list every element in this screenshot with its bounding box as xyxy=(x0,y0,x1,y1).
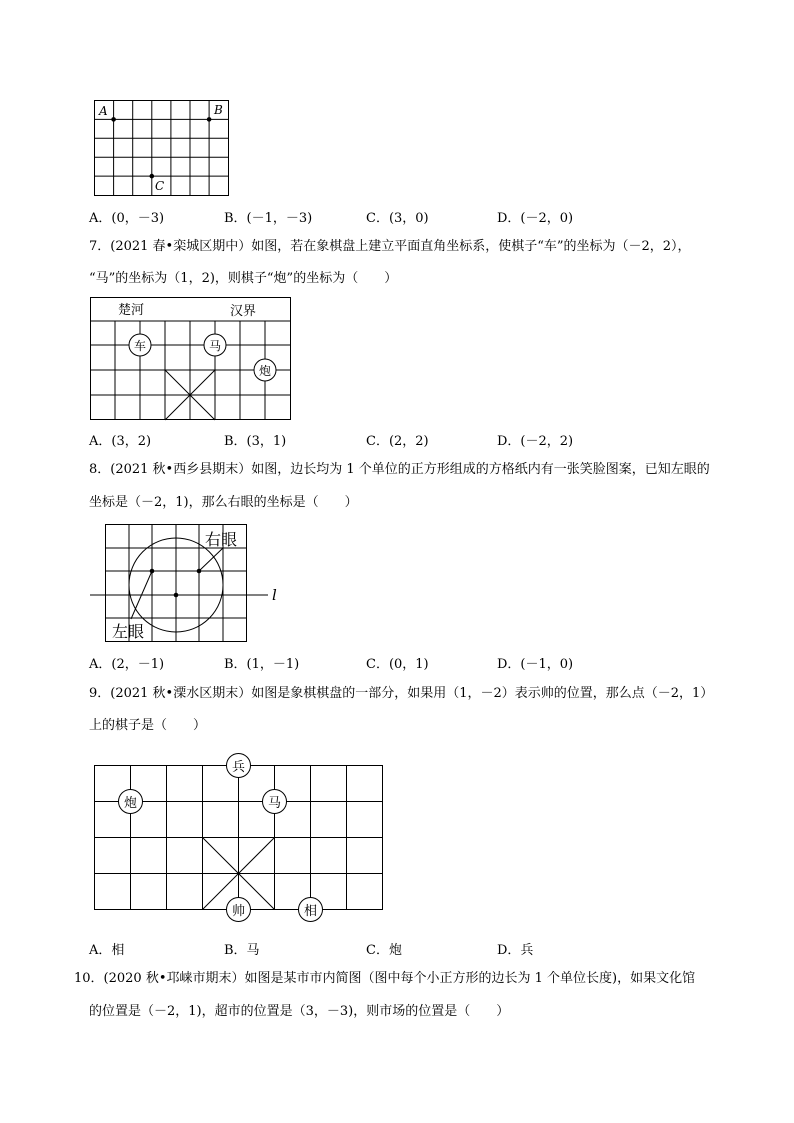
svg-text:炮: 炮 xyxy=(258,364,272,378)
q6-option-a[interactable]: A．(0，－3) xyxy=(89,211,165,226)
q9-stem-line2: 上的棋子是（ ） xyxy=(89,718,207,733)
right-eye-point xyxy=(197,569,202,574)
piece-ma xyxy=(204,334,226,356)
q9-option-a[interactable]: A．相 xyxy=(89,943,125,958)
q8-smiley-figure xyxy=(90,522,290,644)
q8-stem-line2: 坐标是（－2，1)，那么右眼的坐标是（ ） xyxy=(89,495,358,510)
q7-option-d[interactable]: D．(－2，2) xyxy=(497,434,574,449)
q8-option-c[interactable]: C．(0，1) xyxy=(366,657,429,672)
piece-pao xyxy=(119,790,143,814)
q6-option-d[interactable]: D．(－2，0) xyxy=(497,211,574,226)
svg-text:车: 车 xyxy=(133,339,147,353)
svg-text:相: 相 xyxy=(303,904,318,919)
line-label: l xyxy=(272,586,277,604)
q9-option-c[interactable]: C．炮 xyxy=(366,943,402,958)
q7-stem-line2: “马”的坐标为（1，2)，则棋子“炮”的坐标为（ ） xyxy=(89,271,398,286)
q10-stem-line1: 10．(2020 秋•邛崃市期末）如图是某市市内简图（图中每个小正方形的边长为 1 个单位长度)，如果文化馆 xyxy=(74,971,696,986)
right-eye-label: 右眼 xyxy=(205,530,238,549)
q6-grid-figure xyxy=(94,100,230,196)
q8-stem-line1: 8．(2021 秋•西乡县期末）如图，边长均为 1 个单位的正方形组成的方格纸内有一张笑脸图案，已知左眼的 xyxy=(89,462,710,477)
svg-text:兵: 兵 xyxy=(231,760,246,775)
q9-option-b[interactable]: B．马 xyxy=(224,943,260,958)
q6-option-b[interactable]: B．(－1，－3) xyxy=(224,211,313,226)
left-eye-point xyxy=(150,569,155,574)
piece-pao xyxy=(254,359,276,381)
q7-option-a[interactable]: A．(3，2) xyxy=(89,434,152,449)
q6-option-c[interactable]: C．(3，0) xyxy=(366,211,429,226)
point-a xyxy=(111,117,116,122)
q7-option-b[interactable]: B．(3，1) xyxy=(224,434,287,449)
label-b: B xyxy=(214,103,223,117)
svg-text:炮: 炮 xyxy=(123,796,138,811)
svg-text:帅: 帅 xyxy=(231,904,246,919)
q9-option-d[interactable]: D．兵 xyxy=(497,943,534,958)
label-c: C xyxy=(155,179,165,193)
q7-stem-line1: 7．(2021 春•栾城区期中）如图，若在象棋盘上建立平面直角坐标系，使棋子“车”的坐标为（－2，2）， xyxy=(89,239,691,254)
piece-bing xyxy=(227,754,251,778)
piece-ma xyxy=(263,790,287,814)
svg-text:马: 马 xyxy=(208,339,222,353)
q7-option-c[interactable]: C．(2，2) xyxy=(366,434,429,449)
svg-text:马: 马 xyxy=(267,796,282,811)
q9-chessboard-figure xyxy=(90,750,386,919)
river-label-left: 楚河 xyxy=(118,303,145,318)
q10-stem-line2: 的位置是（－2，1)，超市的位置是（3，－3)，则市场的位置是（ ） xyxy=(89,1004,510,1019)
piece-shuai xyxy=(227,898,251,922)
q8-option-a[interactable]: A．(2，－1) xyxy=(89,657,165,672)
q8-option-b[interactable]: B．(1，－1) xyxy=(224,657,300,672)
q9-stem-line1: 9．(2021 秋•溧水区期末）如图是象棋棋盘的一部分，如果用（1，－2）表示帅的位置，那么点（－2，1） xyxy=(89,686,714,701)
q8-option-d[interactable]: D．(－1，0) xyxy=(497,657,574,672)
piece-xiang xyxy=(299,898,323,922)
mouth-point xyxy=(174,593,179,598)
left-eye-label: 左眼 xyxy=(112,622,145,641)
label-a: A xyxy=(99,104,108,118)
point-c xyxy=(150,174,155,179)
river-label-right: 汉界 xyxy=(230,304,257,319)
point-b xyxy=(207,117,212,122)
piece-che xyxy=(129,334,151,356)
q7-chessboard-figure xyxy=(90,297,292,421)
